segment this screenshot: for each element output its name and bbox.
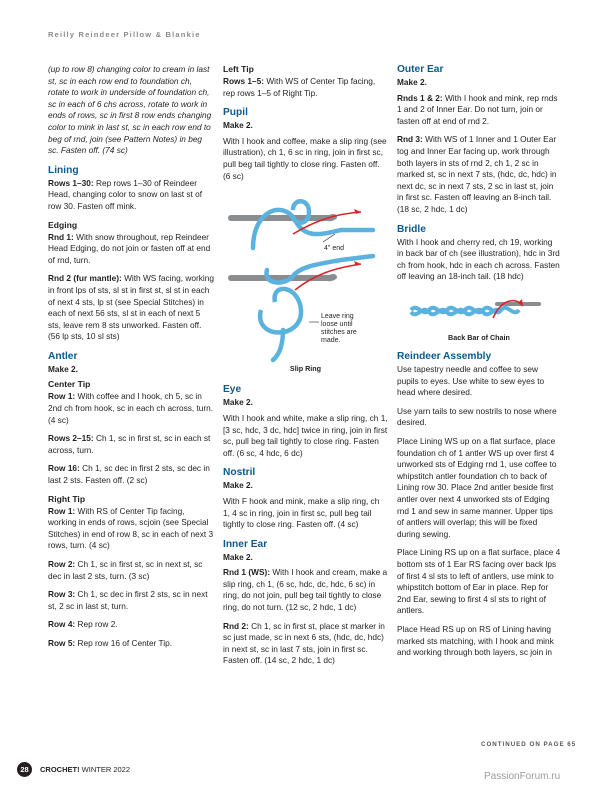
ie-rnd1-label: Rnd 1 (WS): <box>223 567 271 578</box>
nostril-make: Make 2. <box>223 480 253 491</box>
column-1 <box>48 64 214 657</box>
bridle-heading: Bridle <box>397 223 426 235</box>
oe-rnd12-text: With I hook and mink, rep rnds 1 and 2 of Inner Ear. Do not turn, join or fasten off at end of rnd 2. <box>397 92 558 126</box>
yarn-bottom-ring <box>260 289 301 333</box>
lining-row-label: Rows 1–30: <box>48 177 94 188</box>
nostril-heading: Nostril <box>223 467 256 479</box>
magazine-issue: WINTER 2022 <box>79 765 131 774</box>
continued-note: CONTINUED ON PAGE 65 <box>481 741 577 748</box>
edging-heading: Edging <box>48 219 78 230</box>
rt-row4-text: Rep row 2. <box>75 619 118 630</box>
ct-row16-label: Row 16: <box>48 463 80 474</box>
rt-row4-label: Row 4: <box>48 619 76 630</box>
back-bar-illustration <box>397 290 561 343</box>
eye-text: With I hook and white, make a slip ring, ch 1, [3 sc, hdc, 3 dc, hdc] twice in ring, join in first sc, pull beg tail tightly to close ring. Fasten off. (6 sc, 4 hdc, 6 dc) <box>223 412 388 458</box>
ie-rnd2-text: Ch 1, sc in first st, place st marker in sc just made, sc in next 6 sts, (hdc, dc, hdc) in next st, sc in last 7 sts, join in first sc. Fasten off. (14 sc, 2 hdc, 1 dc) <box>223 620 385 666</box>
center-tip-heading: Center Tip <box>48 379 91 390</box>
magazine-footer <box>40 765 130 774</box>
rt-row3-label: Row 3: <box>48 589 76 600</box>
end-label: 4" end <box>324 245 345 253</box>
pupil-heading: Pupil <box>223 107 248 119</box>
lt-rows-text: With WS of Center Tip facing, rep rows 1–5 of Right Tip. <box>223 76 376 98</box>
rt-row1-text: With RS of Center Tip facing, working in ends of rows, scjoin (see Special Stitches) in end of row 8, sc in each of next 3 rows, turn. (4 sc) <box>48 505 214 551</box>
ie-rnd2-label: Rnd 2: <box>223 620 249 631</box>
rt-row2-text: Ch 1, sc in first st, sc in next st, sc dec in last 2 sts, turn. (3 sc) <box>48 559 203 581</box>
lining-heading: Lining <box>48 164 79 176</box>
column-3 <box>397 64 561 666</box>
nostril-text: With F hook and mink, make a slip ring, ch 1, 4 sc in ring, join in first sc, pull beg tail tightly to close ring. Fasten off. (4 sc) <box>223 495 380 530</box>
ct-row1-text: With coffee and I hook, ch 5, sc in 2nd ch from hook, sc in each ch across, turn. (4 sc) <box>48 391 214 425</box>
assembly-heading: Reindeer Assembly <box>397 351 492 363</box>
inner-ear-heading: Inner Ear <box>223 538 268 550</box>
assembly-p1: Use tapestry needle and coffee to sew pupils to eyes. Use white to sew eyes to head where desired. <box>397 364 545 398</box>
inner-ear-make: Make 2. <box>223 551 253 562</box>
antler-heading: Antler <box>48 350 78 362</box>
column-2 <box>223 64 388 674</box>
back-bar-caption: Back Bar of Chain <box>448 332 510 342</box>
edging-rnd1-label: Rnd 1: <box>48 231 74 242</box>
edging-rnd2-label: Rnd 2 (fur mantle): <box>48 273 122 284</box>
assembly-p4: Place Lining RS up on a flat surface, place 4 bottom sts of 1 Ear RS facing over back lps of first 4 sl sts to left of antlers, use mink to whipstitch bottom of Ear in place. Rep for 2nd Ear, sewing to first 4 sl sts to right of antlers. <box>397 547 561 616</box>
oe-rnd3-text: With WS of 1 Inner and 1 Outer Ear tog and Inner Ear facing up, work through both layers in sts of rnd 2, ch 1, 2 sc in marked st, sc in next 7 sts, (hdc, dc, hdc) in next dc, sc in next 7 sts, 2 sc in last st, join in first sc. Fasten off leaving an 8-inch tail. (18 sc, 2 hdc, 1 dc) <box>397 134 557 214</box>
edging-rnd2-text: With WS facing, working in front lps of sts, sl st in first st, sl st in each of next 4 sts, lp st (see Special Stitches) in each of next 56 sts, sl st in each of next 5 sts, leave rem 8 sts unworked. Fasten off. (56 lp sts, 10 sl sts) <box>48 273 214 342</box>
assembly-p3: Place Lining WS up on a flat surface, place foundation ch of 1 antler WS up over first 4 unworked sts of Edging rnd 1, use coffee to whipstitch antler foundation ch to back of Lining row 30. Place 2nd antler beside first antler over next 4 unworked sts of Edging rnd 1 and sew in same manner. Upper tips of antlers will overlap; this will be fixed during sewing. <box>397 436 557 539</box>
antler-make: Make 2. <box>48 363 78 374</box>
right-tip-heading: Right Tip <box>48 493 86 504</box>
oe-rnd12-label: Rnds 1 & 2: <box>397 92 443 103</box>
ie-rnd1-text: With I hook and cream, make a slip ring, ch 1, (6 sc, hdc, dc, hdc, 6 sc) in ring, do not join, pull beg tail tightly to close ring, do not turn. (12 sc, 2 hdc, 1 dc) <box>223 567 388 613</box>
ct-row2-text: Ch 1, sc in first st, sc in each st across, turn. <box>48 433 211 455</box>
assembly-p2: Use yarn tails to sew nostrils to nose where desired. <box>397 405 557 428</box>
ct-row1-label: Row 1: <box>48 391 76 402</box>
bridle-text: With I hook and cherry red, ch 19, working in back bar of ch (see illustration), hdc in 3rd ch from hook, hdc in each ch across. Fasten off leaving an 18-inch tail. (18 hdc) <box>397 236 560 282</box>
ct-row16-text: Ch 1, sc dec in first 2 sts, sc dec in last 2 sts. Fasten off. (2 sc) <box>48 463 210 486</box>
ct-row2-label: Rows 2–15: <box>48 433 94 444</box>
rt-row5-label: Row 5: <box>48 637 76 648</box>
outer-ear-make: Make 2. <box>397 77 427 87</box>
oe-rnd3-label: Rnd 3: <box>397 134 423 145</box>
left-tip-heading: Left Tip <box>223 64 254 74</box>
magazine-name: CROCHET! <box>40 765 80 774</box>
pupil-make: Make 2. <box>223 120 253 131</box>
edging-rnd1-text: With snow throughout, rep Reindeer Head Edging, do not join or fasten off at end of rnd, turn. <box>48 231 211 265</box>
lt-rows-label: Rows 1–5: <box>223 76 265 86</box>
rt-row2-label: Row 2: <box>48 559 76 569</box>
lining-text: Rep rows 1–30 of Reindeer Head, changing color to snow on last st of row 30. Fasten off mink. <box>48 177 203 211</box>
running-header: Reilly Reindeer Pillow & Blankie <box>48 30 201 39</box>
slip-ring-illustration <box>223 190 388 374</box>
rt-row5-text: Rep row 16 of Center Tip. <box>75 637 173 648</box>
pupil-text: With I hook and coffee, make a slip ring (see illustration), ch 1, 6 sc in ring, join in first sc, pull beg tail tightly to close ring. Fasten off. (6 sc) <box>223 135 387 181</box>
intro-text: (up to row 8) changing color to cream in last st, sc in each row end to foundation ch, rotate to work in underside of foundation ch, sc in each of 6 chs across, rotate to work in ends of rows, sc in first 8 row ends changing color to mink in last st, sc in each row end to beg of rnd, join (see Pattern Notes) in beg sc. Fasten off. (74 sc) <box>48 64 212 156</box>
outer-ear-heading: Outer Ear <box>397 64 444 75</box>
rt-row1-label: Row 1: <box>48 505 76 516</box>
watermark: PassionForum.ru <box>484 771 561 782</box>
page-number: 28 <box>17 762 32 777</box>
leave-label: Leave ring loose until stitches are made. <box>321 313 357 345</box>
rt-row3-text: Ch 1, sc dec in first 2 sts, sc in next st, 2 sc in last st, turn. <box>48 589 208 611</box>
slip-ring-svg <box>223 190 388 365</box>
assembly-p5: Place Head RS up on RS of Lining having marked sts matching, with I hook and mink and working through both layers, sc join in <box>397 623 554 658</box>
eye-heading: Eye <box>223 384 242 396</box>
eye-make: Make 2. <box>223 397 253 408</box>
slip-ring-caption: Slip Ring <box>289 363 322 373</box>
back-bar-svg <box>397 290 561 326</box>
